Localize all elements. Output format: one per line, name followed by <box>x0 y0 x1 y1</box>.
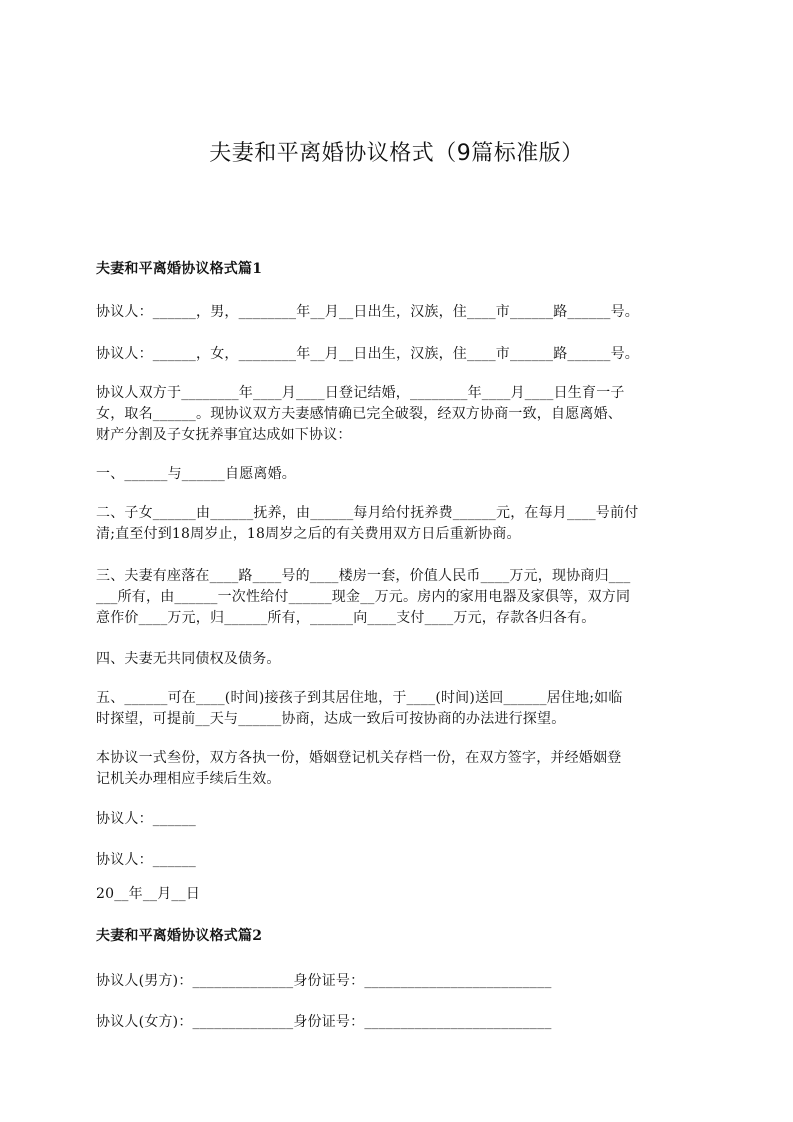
clause-4: 四、夫妻无共同债权及债务。 <box>96 651 281 667</box>
signing-date: 20__年__月__日 <box>96 886 201 902</box>
clause-3-line-2: ___所有，由______一次性给付______现金__万元。房内的家用电器及家俱等，双方同 <box>96 589 631 605</box>
section-1-heading: 夫妻和平离婚协议格式篇1 <box>96 261 263 277</box>
signature-1: 协议人：______ <box>96 811 196 827</box>
clause-3-line-1: 三、夫妻有座落在____路____号的____楼房一套，价值人民币____万元，现协商归___ <box>96 568 631 584</box>
clause-1: 一、______与______自愿离婚。 <box>96 466 296 482</box>
clause-2-line-2: 清;直至付到18周岁止，18周岁之后的有关费用双方日后重新协商。 <box>96 526 521 542</box>
male-party-line: 协议人(男方)：______________身份证号：__________________________ <box>96 973 552 989</box>
intro-line-2: 女，取名______。现协议双方夫妻感情确已完全破裂，经双方协商一致，自愿离婚、 <box>96 406 622 422</box>
party-2-line: 协议人：______，女，________年__月__日出生，汉族，住____市______路______号。 <box>96 346 639 362</box>
section-2-heading: 夫妻和平离婚协议格式篇2 <box>96 928 263 944</box>
intro-line-3: 财产分割及子女抚养事宜达成如下协议： <box>96 427 352 443</box>
clause-5-line-1: 五、______可在____(时间)接孩子到其居住地，于____(时间)送回______居住地;如临 <box>96 690 623 706</box>
clause-2-line-1: 二、子女______由______抚养，由______每月给付抚养费______元，在每月____号前付 <box>96 505 639 521</box>
document-title: 夫妻和平离婚协议格式（9篇标准版） <box>209 141 584 166</box>
clause-5-line-2: 时探望，可提前__天与______协商，达成一致后可按协商的办法进行探望。 <box>96 711 566 727</box>
female-party-line: 协议人(女方)：______________身份证号：__________________________ <box>96 1014 552 1030</box>
clause-3-line-3: 意作价____万元，归______所有，______向____支付____万元，存款各归各有。 <box>96 610 596 626</box>
intro-line-1: 协议人双方于________年____月____日登记结婚，________年____月____日生育一子 <box>96 385 625 401</box>
signature-2: 协议人：______ <box>96 852 196 868</box>
closing-line-1: 本协议一式叁份，双方各执一份，婚姻登记机关存档一份，在双方签字，并经婚姻登 <box>96 750 622 766</box>
closing-line-2: 记机关办理相应手续后生效。 <box>96 771 281 787</box>
party-1-line: 协议人：______，男，________年__月__日出生，汉族，住____市______路______号。 <box>96 304 639 320</box>
